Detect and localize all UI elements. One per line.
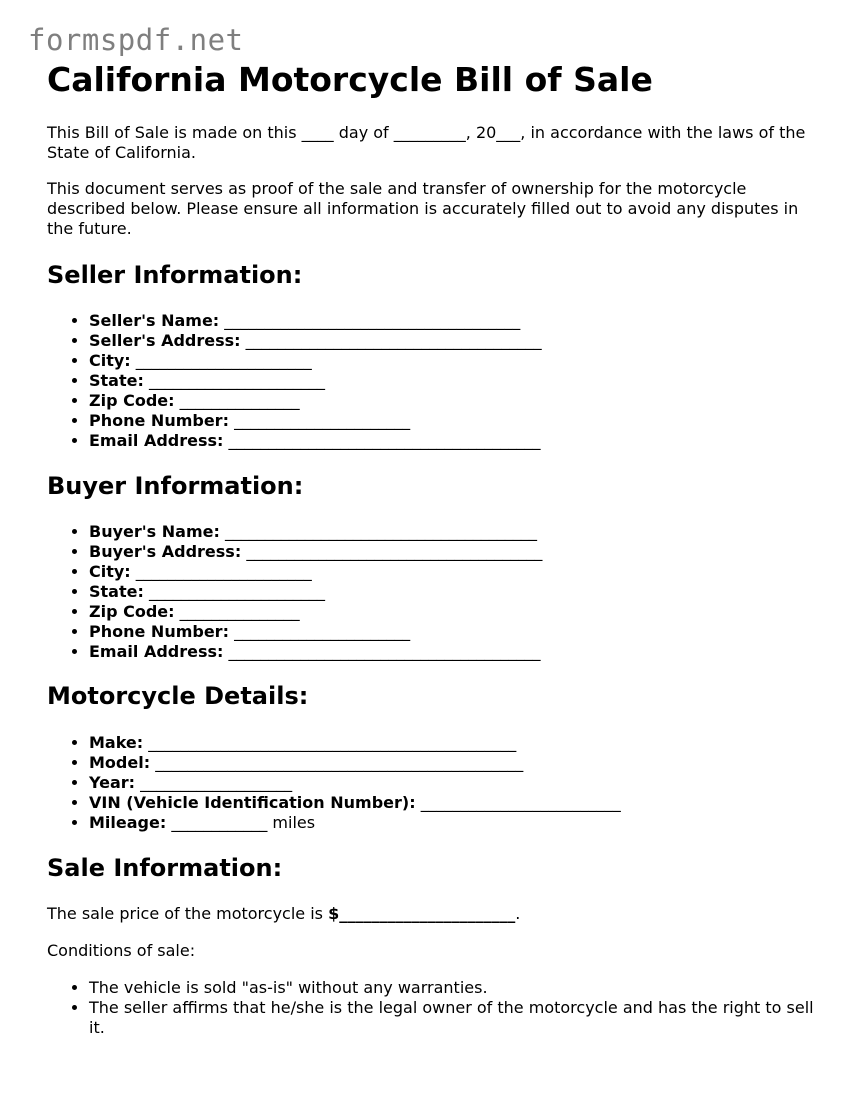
field-blank[interactable]: ______________________ [234,411,411,430]
conditions-label: Conditions of sale: [47,941,196,960]
motorcycle-fields-list [47,733,827,833]
document-title: California Motorcycle Bill of Sale [47,60,653,99]
seller-name-field[interactable] [89,311,827,331]
sale-heading: Sale Information: [47,854,283,882]
field-blank[interactable]: ___________________ [140,773,293,792]
field-label: Model: [89,753,151,772]
field-blank[interactable]: _______________________________________ [224,522,537,541]
field-blank[interactable]: ______________________ [234,622,411,641]
seller-zip-field[interactable] [89,391,827,411]
motorcycle-vin-field[interactable] [89,793,827,813]
motorcycle-heading: Motorcycle Details: [47,682,309,710]
field-label: Email Address: [89,431,224,450]
field-blank[interactable]: _______________________________________ [228,431,541,450]
motorcycle-make-field[interactable] [89,733,827,753]
field-label: Buyer's Address: [89,542,242,561]
field-blank[interactable]: _____________________________________ [245,331,542,350]
field-blank[interactable]: _______________ [179,602,300,621]
field-label: Seller's Name: [89,311,220,330]
document-page [47,58,827,1038]
buyer-fields-list [47,522,827,662]
buyer-phone-field[interactable] [89,622,827,642]
seller-state-field[interactable] [89,371,827,391]
field-blank[interactable]: _____________________________________ [224,311,521,330]
field-blank[interactable]: ______________________________________________ [155,753,524,772]
intro-paragraph-purpose: This document serves as proof of the sale and transfer of ownership for the motorcycle described below. Please ensure all information is accurately filled out to avoid any disputes in the future. [47,179,799,238]
seller-city-field[interactable] [89,351,827,371]
buyer-state-field[interactable] [89,582,827,602]
seller-email-field[interactable] [89,431,827,451]
field-label: State: [89,371,144,390]
field-blank[interactable]: ______________________ [148,582,325,601]
field-label: Mileage: [89,813,167,832]
condition-item: • The vehicle is sold "as-is" without any warranties. [89,978,827,998]
field-label: VIN (Vehicle Identification Number): [89,793,416,812]
seller-fields-list [47,311,827,451]
buyer-zip-field[interactable] [89,602,827,622]
field-blank[interactable]: _____________________________________ [246,542,543,561]
field-blank[interactable]: _______________ [179,391,300,410]
watermark: formspdf.net [28,23,244,57]
field-blank[interactable]: ______________________ [148,371,325,390]
field-label: State: [89,582,144,601]
buyer-address-field[interactable] [89,542,827,562]
field-blank[interactable]: ______________________________________________ [148,733,517,752]
field-label: Email Address: [89,642,224,661]
field-blank[interactable]: _________________________ [420,793,621,812]
field-blank[interactable]: _______________________________________ [228,642,541,661]
motorcycle-year-field[interactable] [89,773,827,793]
seller-heading: Seller Information: [47,261,303,289]
field-label: Phone Number: [89,411,229,430]
field-blank[interactable]: ______________________ [135,562,312,581]
condition-item: • The seller affirms that he/she is the legal owner of the motorcycle and has the right to sell it. [89,998,827,1038]
sale-price-text: The sale price of the motorcycle is [47,904,329,923]
field-label: Seller's Address: [89,331,241,350]
field-label: Zip Code: [89,391,175,410]
field-blank[interactable]: ____________ [171,813,268,832]
conditions-list [47,978,827,1038]
field-label: City: [89,351,131,370]
field-label: City: [89,562,131,581]
motorcycle-model-field[interactable] [89,753,827,773]
field-label: Make: [89,733,144,752]
field-label: Buyer's Name: [89,522,220,541]
buyer-name-field[interactable] [89,522,827,542]
field-blank[interactable]: ______________________ [135,351,312,370]
sale-price-field[interactable]: $______________________ [328,904,516,923]
buyer-email-field[interactable] [89,642,827,662]
mileage-unit: miles [267,813,316,832]
sale-price-end: . [515,904,521,923]
sale-price-line [47,904,827,924]
field-label: Year: [89,773,136,792]
field-label: Zip Code: [89,602,175,621]
field-label: Phone Number: [89,622,229,641]
buyer-city-field[interactable] [89,562,827,582]
intro-paragraph-date: This Bill of Sale is made on this ____ day of _________, 20___, in accordance with the laws of the State of California. [47,123,806,162]
seller-address-field[interactable] [89,331,827,351]
buyer-heading: Buyer Information: [47,472,304,500]
seller-phone-field[interactable] [89,411,827,431]
motorcycle-mileage-field[interactable] [89,813,827,833]
